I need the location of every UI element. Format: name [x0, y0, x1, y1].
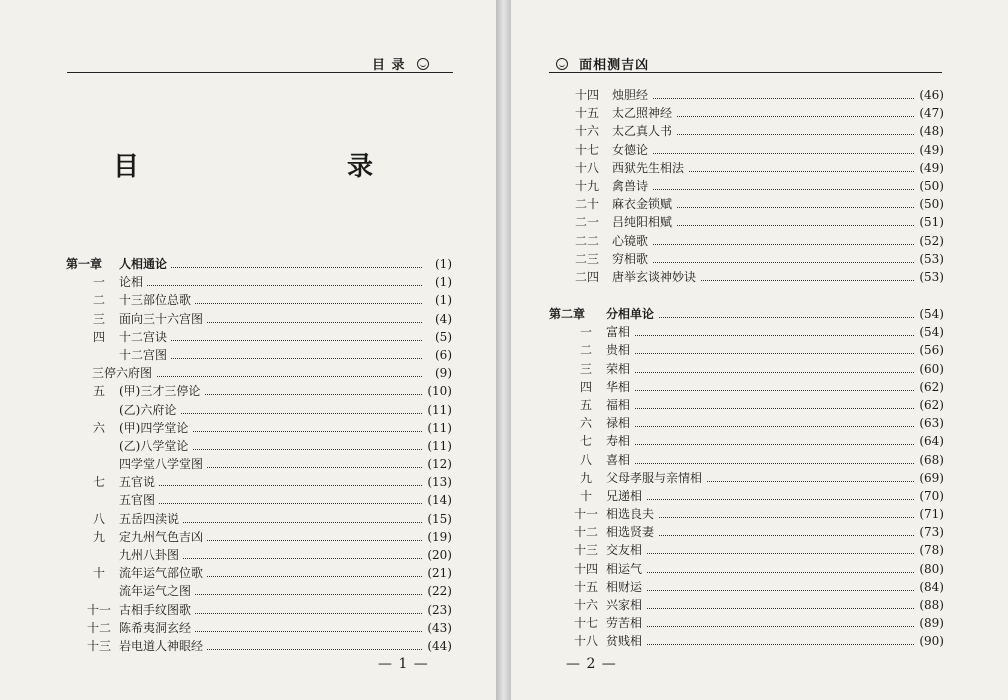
toc-entry-title: 穷相歌 — [612, 250, 652, 268]
page-footer: — 1 — — [378, 656, 429, 672]
toc-entry — [66, 382, 452, 400]
toc-entry-page: (64) — [917, 432, 944, 450]
dot-leader — [129, 340, 422, 341]
toc-entry-page: (1) — [433, 255, 452, 273]
toc-entry-number: 二 — [92, 293, 105, 308]
running-header — [556, 54, 649, 73]
toc-entry-page: (50) — [917, 195, 944, 213]
toc-entry-page: (47) — [917, 104, 944, 122]
toc-entry-number: 十三 — [573, 543, 598, 558]
toc-entry-title: 论相 — [119, 273, 147, 291]
toc-entry-page: (80) — [917, 560, 944, 578]
toc-entry-page: (50) — [917, 177, 944, 195]
toc-entry-title: 华相 — [606, 378, 634, 396]
dot-leader — [616, 590, 914, 591]
toc-entry-page: (62) — [917, 378, 944, 396]
toc-entry-page: (48) — [917, 122, 944, 140]
toc-entry-title: 贵相 — [606, 341, 634, 359]
toc-entry — [572, 232, 944, 250]
toc-entry — [549, 578, 944, 596]
toc-entry-number: 十二 — [573, 525, 598, 540]
toc-entry-page: (21) — [425, 564, 452, 582]
toc-entry — [572, 159, 944, 177]
toc-entry-page: (5) — [433, 328, 452, 346]
dot-leader — [622, 262, 914, 263]
header-label: 目 录 — [372, 58, 406, 73]
toc-entry-title: 兄递相 — [606, 487, 646, 505]
toc-entry-page: (56) — [917, 341, 944, 359]
toc-entry-title: 面向三十六宫图 — [119, 310, 207, 328]
toc-entry-title: 流年运气部位歌 — [119, 564, 207, 582]
dot-leader — [616, 335, 914, 336]
toc-entry-page: (60) — [917, 360, 944, 378]
toc-entry — [66, 437, 452, 455]
toc-entry-title: 寿相 — [606, 432, 634, 450]
dot-leader — [622, 98, 914, 99]
toc-entry — [549, 632, 944, 650]
toc-entry — [549, 323, 944, 341]
toc-entry-number: 十一 — [86, 602, 111, 617]
toc-entry — [549, 523, 944, 541]
toc-entry-title: 十二宫诀 — [119, 328, 171, 346]
toc-entry-title: 十二宫图 — [119, 346, 171, 364]
toc-entry — [572, 122, 944, 140]
toc-entry-title: 十三部位总歌 — [119, 291, 195, 309]
toc-entry-number: 二一 — [574, 215, 599, 230]
toc-entry-title: 烛胆经 — [612, 86, 652, 104]
toc-entry-number: 第一章 — [66, 257, 103, 271]
toc-entry-page: (51) — [917, 213, 944, 231]
dot-leader — [129, 267, 422, 268]
dot-leader — [616, 353, 914, 354]
toc-entry-page: (69) — [917, 469, 944, 487]
dot-leader — [129, 503, 422, 504]
toc-entry-number: 十五 — [574, 106, 599, 121]
toc-entry — [572, 213, 944, 231]
smiley-icon — [417, 58, 429, 70]
toc-entry-page: (11) — [425, 401, 452, 419]
toc-list — [66, 255, 452, 655]
toc-entry-title: 相财运 — [606, 578, 646, 596]
toc-entry-number: 八 — [579, 452, 592, 467]
toc-entry-page: (12) — [425, 455, 452, 473]
toc-entry-title: (甲)四学堂论 — [119, 419, 192, 437]
toc-entry-number: 十二 — [86, 620, 111, 635]
toc-entry-title: 兴家相 — [606, 596, 646, 614]
toc-entry — [66, 637, 452, 655]
running-header — [372, 54, 429, 73]
page-title: 目 录 — [112, 152, 425, 182]
toc-entry — [66, 546, 452, 564]
toc-entry — [572, 177, 944, 195]
toc-entry-number: 七 — [92, 475, 105, 490]
toc-entry-number: 五 — [579, 397, 592, 412]
toc-entry — [549, 451, 944, 469]
toc-entry-page: (23) — [425, 601, 452, 619]
toc-entry-number: 十 — [579, 488, 592, 503]
toc-entry — [549, 487, 944, 505]
toc-entry-page: (9) — [433, 364, 452, 382]
toc-entry-number: 六 — [92, 420, 105, 435]
toc-entry — [549, 614, 944, 632]
toc-entry-title: 流年运气之图 — [119, 582, 195, 600]
toc-entry-page: (15) — [425, 510, 452, 528]
toc-entry-title: 岩电道人神眼经 — [119, 637, 207, 655]
toc-entry-number: 十六 — [574, 124, 599, 139]
toc-entry — [549, 414, 944, 432]
toc-entry — [66, 473, 452, 491]
toc-entry — [66, 419, 452, 437]
toc-entry-page: (6) — [433, 346, 452, 364]
toc-entry-page: (68) — [917, 451, 944, 469]
toc-entry-page: (44) — [425, 637, 452, 655]
toc-entry-number: 五 — [92, 384, 105, 399]
toc-entry-title: (甲)三才三停论 — [119, 382, 204, 400]
toc-entry — [66, 528, 452, 546]
toc-entry-title: 分相单论 — [606, 305, 658, 323]
toc-entry-page: (1) — [433, 273, 452, 291]
dot-leader — [616, 535, 914, 536]
dot-leader — [616, 572, 914, 573]
toc-entry-page: (13) — [425, 473, 452, 491]
toc-entry-title: 人相通论 — [119, 255, 171, 273]
toc-entry-number: 九 — [92, 529, 105, 544]
toc-entry — [66, 455, 452, 473]
smiley-icon — [556, 58, 568, 70]
dot-leader — [616, 372, 914, 373]
toc-entry-page: (88) — [917, 596, 944, 614]
toc-entry-number: 十八 — [574, 160, 599, 175]
toc-entry — [572, 104, 944, 122]
toc-entry — [66, 273, 452, 291]
toc-entry-title: 五官说 — [119, 473, 159, 491]
toc-entry — [549, 378, 944, 396]
toc-entry-title: 父母孝服与亲情相 — [606, 469, 706, 487]
toc-entry-title: 唐举玄谈神妙诀 — [612, 268, 700, 286]
toc-entry — [66, 364, 452, 382]
toc-entry-number: 三 — [579, 361, 592, 376]
toc-entry-title: 心镜歌 — [612, 232, 652, 250]
dot-leader — [616, 408, 914, 409]
toc-entry-number: 十七 — [574, 142, 599, 157]
toc-entry — [549, 560, 944, 578]
toc-entry-page: (53) — [917, 250, 944, 268]
toc-entry-number: 九 — [579, 470, 592, 485]
toc-entry-page: (54) — [917, 305, 944, 323]
dot-leader — [616, 499, 914, 500]
toc-entry — [66, 564, 452, 582]
toc-entry-number: 十六 — [573, 598, 598, 612]
header-label: 面相测吉凶 — [579, 58, 650, 73]
toc-entry-title: 相选良夫 — [606, 505, 658, 523]
toc-entry — [549, 469, 944, 487]
dot-leader — [616, 608, 914, 609]
toc-entry-number: 十九 — [574, 178, 599, 193]
toc-entry-title: 吕纯阳相赋 — [612, 213, 676, 231]
toc-entry — [66, 346, 452, 364]
dot-leader — [622, 153, 914, 154]
toc-entry-title: 太乙真人书 — [612, 122, 676, 140]
toc-entry-page: (49) — [917, 141, 944, 159]
toc-entry-title: 四学堂八学堂图 — [119, 455, 207, 473]
toc-entry — [66, 619, 452, 637]
toc-entry — [572, 250, 944, 268]
dot-leader — [616, 426, 914, 427]
toc-entry-number: 十五 — [573, 579, 598, 594]
toc-entry — [66, 328, 452, 346]
dot-leader — [616, 644, 914, 645]
dot-leader — [129, 485, 422, 486]
toc-entry-page: (10) — [425, 382, 452, 400]
toc-entry-page: (22) — [425, 582, 452, 600]
toc-entry-title: 定九州气色吉凶 — [119, 528, 207, 546]
toc-entry-title: 古相手纹图歌 — [119, 601, 195, 619]
toc-entry-number: 第二章 — [549, 307, 586, 321]
toc-entry-title: 福相 — [606, 396, 634, 414]
toc-entry-title: 西狱先生相法 — [612, 159, 688, 177]
toc-entry-page: (46) — [917, 86, 944, 104]
toc-entry-page: (89) — [917, 614, 944, 632]
toc-entry — [572, 268, 944, 286]
toc-entry — [572, 195, 944, 213]
toc-entry-number: 十八 — [573, 634, 598, 649]
toc-entry-page: (14) — [425, 491, 452, 509]
toc-entry-page: (84) — [917, 578, 944, 596]
toc-entry-title: 五官图 — [119, 491, 159, 509]
left-page — [0, 0, 496, 700]
toc-entry — [549, 396, 944, 414]
toc-entry — [549, 596, 944, 614]
toc-entry-number: 四 — [92, 329, 105, 344]
toc-entry-page: (11) — [425, 419, 452, 437]
toc-entry — [66, 510, 452, 528]
toc-entry-page: (73) — [917, 523, 944, 541]
toc-entry-page: (19) — [425, 528, 452, 546]
toc-entry — [66, 401, 452, 419]
toc-entry-number: 十四 — [573, 561, 598, 576]
toc-entry-title: (乙)六府论 — [119, 401, 180, 419]
dot-leader — [616, 317, 914, 318]
toc-entry-page: (43) — [425, 619, 452, 637]
toc-entry-number: 三 — [92, 311, 105, 326]
toc-entry — [572, 141, 944, 159]
page-footer: — 2 — — [566, 656, 617, 672]
toc-entry-title: 相选贤妻 — [606, 523, 658, 541]
toc-entry-title: 麻衣金锁赋 — [612, 195, 676, 213]
dot-leader — [616, 390, 914, 391]
toc-chapter-entry — [66, 255, 452, 273]
toc-entry-title: 交友相 — [606, 541, 646, 559]
toc-entry-number: 十七 — [573, 616, 598, 631]
toc-entry — [549, 341, 944, 359]
toc-entry-number: 一 — [92, 275, 105, 290]
header-rule — [67, 72, 453, 73]
toc-entry-page: (62) — [917, 396, 944, 414]
toc-entry — [66, 601, 452, 619]
dot-leader — [616, 517, 914, 518]
dot-leader — [616, 553, 914, 554]
toc-entry — [549, 432, 944, 450]
toc-entry-number: 六 — [579, 416, 592, 431]
toc-entry-number: 十一 — [573, 507, 598, 522]
toc-entry-page: (1) — [433, 291, 452, 309]
toc-entry-title: 禽兽诗 — [612, 177, 652, 195]
toc-entry-page: (11) — [425, 437, 452, 455]
toc-entry — [66, 310, 452, 328]
toc-entry-title: 相运气 — [606, 560, 646, 578]
toc-entry-number: 二十 — [574, 197, 599, 212]
toc-entry — [572, 86, 944, 104]
toc-entry-page: (90) — [917, 632, 944, 650]
dot-leader — [616, 444, 914, 445]
toc-entry-title: 贫贱相 — [606, 632, 646, 650]
dot-leader — [129, 358, 422, 359]
toc-entry-title: 富相 — [606, 323, 634, 341]
toc-entry — [549, 505, 944, 523]
toc-entry — [549, 541, 944, 559]
right-page — [511, 0, 1008, 700]
toc-entry-title: 九州八卦图 — [119, 546, 183, 564]
toc-entry-number: 一 — [579, 325, 592, 340]
header-rule — [549, 72, 942, 73]
toc-entry-title: 三停六府图 — [92, 364, 156, 382]
toc-entry — [66, 291, 452, 309]
dot-leader — [622, 189, 914, 190]
toc-entry-title: 劳苦相 — [606, 614, 646, 632]
toc-entry-title: 太乙照神经 — [612, 104, 676, 122]
toc-entry-number: 四 — [579, 379, 592, 394]
book-gutter — [496, 0, 511, 700]
toc-entry-page: (52) — [917, 232, 944, 250]
toc-entry-number: 十 — [92, 566, 105, 581]
toc-list — [572, 86, 944, 286]
toc-entry-number: 二二 — [574, 233, 599, 248]
toc-entry-title: 荣相 — [606, 360, 634, 378]
toc-entry-title: (乙)八学堂论 — [119, 437, 192, 455]
toc-entry-number: 七 — [579, 434, 592, 449]
dot-leader — [616, 626, 914, 627]
toc-entry — [549, 360, 944, 378]
toc-entry-number: 八 — [92, 511, 105, 526]
toc-entry-page: (4) — [433, 310, 452, 328]
toc-entry-page: (54) — [917, 323, 944, 341]
toc-entry-title: 喜相 — [606, 451, 634, 469]
toc-entry-page: (53) — [917, 268, 944, 286]
dot-leader — [616, 463, 914, 464]
toc-chapter-entry — [549, 305, 944, 323]
toc-entry-title: 禄相 — [606, 414, 634, 432]
toc-entry-number: 十三 — [86, 638, 111, 653]
toc-entry-page: (78) — [917, 541, 944, 559]
toc-entry-page: (70) — [917, 487, 944, 505]
toc-entry-title: 女德论 — [612, 141, 652, 159]
toc-entry-number: 二三 — [574, 251, 599, 266]
toc-entry-page: (63) — [917, 414, 944, 432]
toc-entry-number: 二 — [579, 343, 592, 358]
toc-entry — [66, 582, 452, 600]
toc-entry-number: 二四 — [574, 269, 599, 284]
toc-entry-title: 五岳四渎说 — [119, 510, 183, 528]
toc-entry — [66, 491, 452, 509]
toc-entry-title: 陈希夷洞玄经 — [119, 619, 195, 637]
toc-entry-page: (20) — [425, 546, 452, 564]
toc-entry-page: (71) — [917, 505, 944, 523]
toc-entry-page: (49) — [917, 159, 944, 177]
dot-leader — [129, 285, 422, 286]
dot-leader — [622, 244, 914, 245]
toc-list — [549, 305, 944, 651]
toc-entry-number: 十四 — [574, 88, 599, 102]
